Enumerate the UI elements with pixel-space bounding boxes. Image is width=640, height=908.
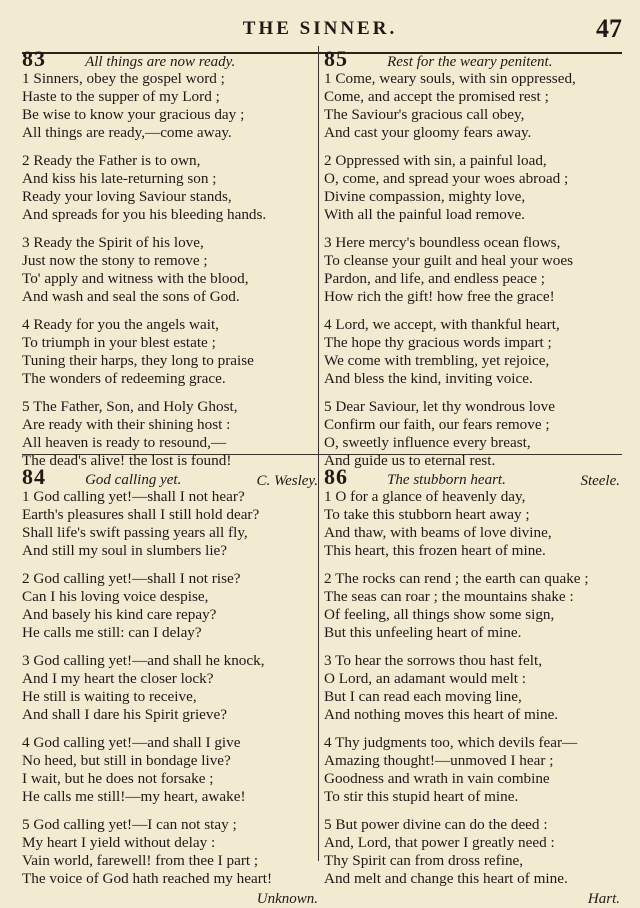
stanza: [324, 570, 620, 642]
verse-line: 4 Thy judgments too, which devils fear—: [324, 734, 578, 751]
verse-line: And I my heart the closer lock?: [22, 670, 214, 687]
stanza: [22, 316, 318, 388]
verse-line: All things are ready,—come away.: [22, 124, 232, 141]
verse-line: And thaw, with beams of love divine,: [324, 524, 552, 541]
verse-line: And basely his kind care repay?: [22, 606, 217, 623]
verse-line: Can I his loving voice despise,: [22, 588, 209, 605]
verse-line: 5 God calling yet!—I can not stay ;: [22, 816, 237, 833]
verse-line: 5 But power divine can do the deed :: [324, 816, 548, 833]
verse-line: O Lord, an adamant would melt :: [324, 670, 527, 687]
verse-line: Come, and accept the promised rest ;: [324, 88, 549, 105]
hymn-title: Rest for the weary penitent.: [387, 54, 553, 70]
hymn-heading: [22, 46, 318, 70]
verse-line: And cast your gloomy fears away.: [324, 124, 532, 141]
verse-line: He calls me still!—my heart, awake!: [22, 788, 246, 805]
verse-line: My heart I yield without delay :: [22, 834, 216, 851]
verse-line: The wonders of redeeming grace.: [22, 370, 226, 387]
hymn-number: 84: [22, 464, 46, 489]
stanza: [22, 70, 318, 142]
verse-line: And melt and change this heart of mine.: [324, 870, 568, 887]
verse-line: 3 Here mercy's boundless ocean flows,: [324, 234, 561, 251]
verse-line: 4 Lord, we accept, with thankful heart,: [324, 316, 560, 333]
stanza: [324, 652, 620, 724]
verse-line: 5 Dear Saviour, let thy wondrous love: [324, 398, 555, 415]
verse-line: And nothing moves this heart of mine.: [324, 706, 559, 723]
verse-line: Of feeling, all things show some sign,: [324, 606, 555, 623]
stanza: [324, 152, 620, 224]
page-number: 47: [596, 14, 622, 43]
hymn-author: Steele.: [580, 473, 620, 489]
verse-line: 1 Sinners, obey the gospel word ;: [22, 70, 225, 87]
verse-line: To stir this stupid heart of mine.: [324, 788, 519, 805]
verse-line: Thy Spirit can from dross refine,: [324, 852, 524, 869]
verse-line: And bless the kind, inviting voice.: [324, 370, 533, 387]
stanza: [324, 734, 620, 806]
verse-line: And wash and seal the sons of God.: [22, 288, 240, 305]
stanza: [22, 398, 318, 470]
stanza: [22, 234, 318, 306]
verse-line: Haste to the supper of my Lord ;: [22, 88, 220, 105]
verse-line: Just now the stony to remove ;: [22, 252, 208, 269]
hymn-heading: [22, 464, 318, 488]
verse-line: Shall life's swift passing years all fly,: [22, 524, 248, 541]
stanza: [22, 570, 318, 642]
running-title: THE SINNER.: [242, 18, 398, 39]
verse-line: Confirm our faith, our fears remove ;: [324, 416, 550, 433]
verse-line: Be wise to know your gracious day ;: [22, 106, 245, 123]
verse-line: And kiss his late-returning son ;: [22, 170, 217, 187]
verse-line: 2 Ready the Father is to own,: [22, 152, 201, 169]
verse-line: To take this stubborn heart away ;: [324, 506, 530, 523]
verse-line: The Saviour's gracious call obey,: [324, 106, 525, 123]
verse-line: And, Lord, that power I greatly need :: [324, 834, 555, 851]
stanza: [22, 652, 318, 724]
verse-line: The voice of God hath reached my heart!: [22, 870, 273, 887]
verse-line: O, sweetly influence every breast,: [324, 434, 531, 451]
verse-line: Are ready with their shining host :: [22, 416, 231, 433]
hymn-83: [22, 46, 318, 490]
verse-line: Pardon, and life, and endless peace ;: [324, 270, 545, 287]
hymn-heading: [324, 464, 620, 488]
verse-line: 3 God calling yet!—and shall he knock,: [22, 652, 265, 669]
verse-line: This heart, this frozen heart of mine.: [324, 542, 546, 559]
hymn-84: [22, 464, 318, 908]
verse-line: Amazing thought!—unmoved I hear ;: [324, 752, 554, 769]
verse-line: Divine compassion, mighty love,: [324, 188, 526, 205]
verse-line: I wait, but he does not forsake ;: [22, 770, 214, 787]
verse-line: But this unfeeling heart of mine.: [324, 624, 522, 641]
hymn-85: [324, 46, 620, 490]
verse-line: To' apply and witness with the blood,: [22, 270, 249, 287]
verse-line: With all the painful load remove.: [324, 206, 525, 223]
verse-line: Vain world, farewell! from thee I part ;: [22, 852, 259, 869]
verse-line: To cleanse your guilt and heal your woes: [324, 252, 574, 269]
verse-line: The hope thy gracious words impart ;: [324, 334, 552, 351]
verse-line: 2 The rocks can rend ; the earth can quake ;: [324, 570, 589, 587]
stanza: [324, 70, 620, 142]
stanza: [22, 152, 318, 224]
verse-line: 4 God calling yet!—and shall I give: [22, 734, 241, 751]
hymn-author: Hart.: [587, 891, 620, 907]
verse-line: To triumph in your blest estate ;: [22, 334, 216, 351]
verse-line: 2 Oppressed with sin, a painful load,: [324, 152, 547, 169]
verse-line: He still is waiting to receive,: [22, 688, 197, 705]
hymn-author: Unknown.: [256, 891, 318, 907]
hymn-number: 83: [22, 46, 46, 71]
hymn-author: C. Wesley.: [256, 473, 318, 489]
verse-line: And guide us to eternal rest.: [324, 452, 496, 469]
verse-line: All heaven is ready to resound,—: [22, 434, 227, 451]
stanza: [324, 488, 620, 560]
verse-line: 5 The Father, Son, and Holy Ghost,: [22, 398, 238, 415]
verse-line: But I can read each moving line,: [324, 688, 522, 705]
hymn-number: 85: [324, 46, 348, 71]
verse-line: How rich the gift! how free the grace!: [324, 288, 555, 305]
verse-line: O, come, and spread your woes abroad ;: [324, 170, 569, 187]
hymn-title: God calling yet.: [85, 472, 182, 488]
verse-line: The seas can roar ; the mountains shake :: [324, 588, 574, 605]
verse-line: And shall I dare his Spirit grieve?: [22, 706, 227, 723]
stanza: [22, 816, 318, 888]
hymn-heading: [324, 46, 620, 70]
stanza: [22, 734, 318, 806]
hymn-86: [324, 464, 620, 908]
stanza: [324, 398, 620, 470]
hymn-number: 86: [324, 464, 348, 489]
stanza: [324, 234, 620, 306]
page-header: [0, 12, 640, 48]
verse-line: No heed, but still in bondage live?: [22, 752, 231, 769]
verse-line: 3 To hear the sorrows thou hast felt,: [324, 652, 542, 669]
stanza: [22, 488, 318, 560]
verse-line: And spreads for you his bleeding hands.: [22, 206, 267, 223]
verse-line: The dead's alive! the lost is found!: [22, 452, 232, 469]
verse-line: Goodness and wrath in vain combine: [324, 770, 550, 787]
stanza: [324, 816, 620, 888]
verse-line: 1 God calling yet!—shall I not hear?: [22, 488, 245, 505]
verse-line: 4 Ready for you the angels wait,: [22, 316, 219, 333]
verse-line: 1 Come, weary souls, with sin oppressed,: [324, 70, 576, 87]
verse-line: Earth's pleasures shall I still hold dear?: [22, 506, 260, 523]
verse-line: Ready your loving Saviour stands,: [22, 188, 232, 205]
hymn-title: The stubborn heart.: [387, 472, 506, 488]
verse-line: Tuning their harps, they long to praise: [22, 352, 254, 369]
verse-line: We come with trembling, yet rejoice,: [324, 352, 550, 369]
verse-line: And still my soul in slumbers lie?: [22, 542, 228, 559]
verse-line: 3 Ready the Spirit of his love,: [22, 234, 204, 251]
hymn-title: All things are now ready.: [85, 54, 236, 70]
verse-line: 1 O for a glance of heavenly day,: [324, 488, 526, 505]
stanza: [324, 316, 620, 388]
verse-line: 2 God calling yet!—shall I not rise?: [22, 570, 241, 587]
verse-line: He calls me still: can I delay?: [22, 624, 202, 641]
